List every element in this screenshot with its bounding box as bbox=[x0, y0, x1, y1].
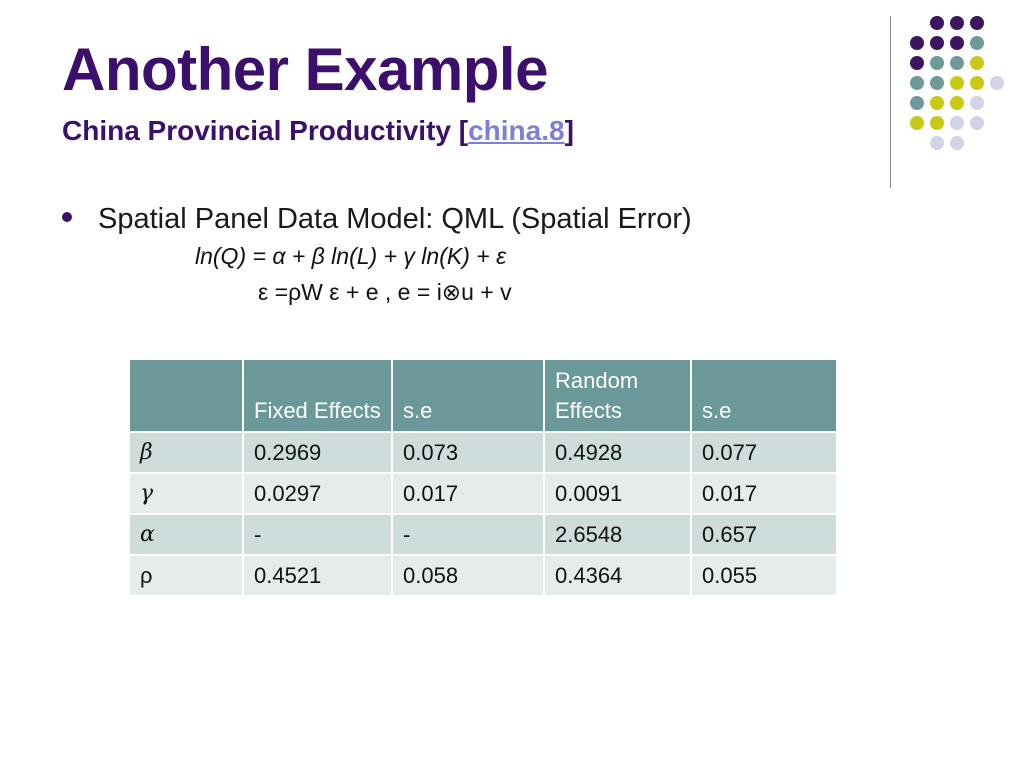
decorative-dot bbox=[950, 96, 964, 110]
decorative-dot bbox=[910, 76, 924, 90]
table-row bbox=[129, 473, 837, 514]
equation-line-1: ln(Q) = α + β ln(L) + γ ln(K) + ε bbox=[195, 243, 507, 269]
table-cell: 0.017 bbox=[392, 473, 544, 514]
slide-title: Another Example bbox=[62, 36, 548, 103]
table-cell: 0.2969 bbox=[243, 432, 392, 473]
decorative-dot bbox=[950, 76, 964, 90]
table-cell: 0.058 bbox=[392, 555, 544, 596]
results-table bbox=[128, 358, 838, 597]
decorative-dot bbox=[910, 116, 924, 130]
table-cell: 0.017 bbox=[691, 473, 837, 514]
decorative-dot bbox=[970, 76, 984, 90]
decorative-dot bbox=[970, 16, 984, 30]
subtitle-bracket: ] bbox=[564, 115, 574, 146]
header-cell: s.e bbox=[392, 359, 544, 432]
decorative-dot bbox=[930, 56, 944, 70]
decorative-dot bbox=[930, 16, 944, 30]
parameter-cell: α bbox=[129, 514, 243, 555]
table-cell: 0.0297 bbox=[243, 473, 392, 514]
bullet-item bbox=[62, 204, 692, 236]
decorative-dot bbox=[990, 76, 1004, 90]
parameter-cell: γ bbox=[129, 473, 243, 514]
table-cell: 0.4364 bbox=[544, 555, 691, 596]
table-cell: 0.055 bbox=[691, 555, 837, 596]
decorative-dot bbox=[970, 36, 984, 50]
decorative-dot bbox=[930, 116, 944, 130]
bullet-text: Spatial Panel Data Model: QML (Spatial Error) bbox=[98, 203, 692, 235]
decorative-dot bbox=[950, 36, 964, 50]
table-cell: 0.077 bbox=[691, 432, 837, 473]
table-cell: - bbox=[243, 514, 392, 555]
header-cell: s.e bbox=[691, 359, 837, 432]
table-header-row bbox=[129, 359, 837, 432]
decorative-dot bbox=[950, 136, 964, 150]
table-row bbox=[129, 514, 837, 555]
table-cell: 0.0091 bbox=[544, 473, 691, 514]
china-8-link[interactable]: china.8 bbox=[468, 115, 565, 146]
decorative-dot bbox=[970, 56, 984, 70]
decorative-dot bbox=[950, 16, 964, 30]
decorative-dot bbox=[970, 116, 984, 130]
subtitle-text: China Provincial Productivity [ bbox=[62, 115, 469, 146]
header-cell bbox=[129, 359, 243, 432]
equation-line-2: ε =ρW ε + e , e = i⊗u + v bbox=[258, 279, 512, 305]
decorative-dot bbox=[910, 36, 924, 50]
parameter-cell: ρ bbox=[129, 555, 243, 596]
table-cell: 0.073 bbox=[392, 432, 544, 473]
decorative-dot bbox=[970, 96, 984, 110]
bullet-icon bbox=[62, 212, 72, 222]
header-cell: Fixed Effects bbox=[243, 359, 392, 432]
decorative-dot bbox=[930, 36, 944, 50]
decorative-dot bbox=[950, 116, 964, 130]
table-cell: 2.6548 bbox=[544, 514, 691, 555]
decorative-dot bbox=[910, 96, 924, 110]
decorative-dot bbox=[930, 76, 944, 90]
table-row bbox=[129, 432, 837, 473]
table-cell: 0.4521 bbox=[243, 555, 392, 596]
decorative-dot bbox=[930, 136, 944, 150]
table-cell: - bbox=[392, 514, 544, 555]
table-cell: 0.657 bbox=[691, 514, 837, 555]
decorative-dot bbox=[930, 96, 944, 110]
decorative-dot bbox=[910, 56, 924, 70]
decorative-dot-grid bbox=[0, 0, 1024, 200]
parameter-cell: β bbox=[129, 432, 243, 473]
table-cell: 0.4928 bbox=[544, 432, 691, 473]
table-row bbox=[129, 555, 837, 596]
decorative-dot bbox=[950, 56, 964, 70]
header-cell: Random Effects bbox=[544, 359, 691, 432]
